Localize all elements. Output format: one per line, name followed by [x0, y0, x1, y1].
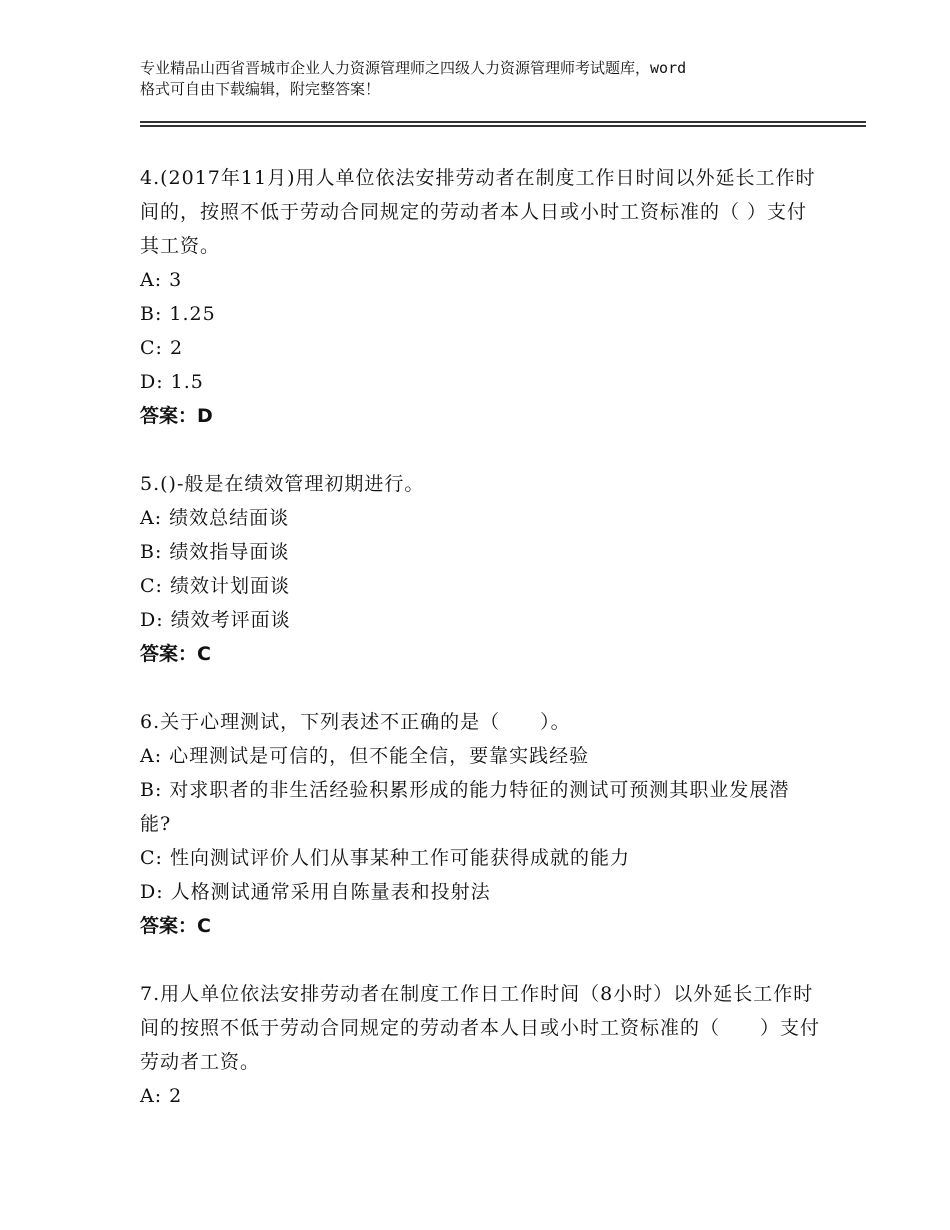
- option-c: C: 性向测试评价人们从事某种工作可能获得成就的能力: [140, 847, 630, 869]
- question-item: [140, 467, 820, 671]
- header-line-1: 专业精品山西省晋城市企业人力资源管理师之四级人力资源管理师考试题库，word: [140, 59, 687, 77]
- option-c: C: 绩效计划面谈: [140, 575, 290, 597]
- question-text: 5.()-般是在绩效管理初期进行。: [140, 473, 425, 495]
- header-line-2: 格式可自由下载编辑，附完整答案！: [140, 80, 381, 98]
- option-a: A: 心理测试是可信的，但不能全信，要靠实践经验: [140, 745, 590, 767]
- question-text: 6.关于心理测试，下列表述不正确的是（ ）。: [140, 711, 571, 733]
- answer-text: 答案：C: [140, 643, 211, 665]
- option-d: D: 1.5: [140, 371, 204, 393]
- question-item: [140, 161, 820, 433]
- option-b: B: 对求职者的非生活经验积累形成的能力特征的测试可预测其职业发展潜能?: [140, 779, 790, 835]
- question-text: 4.(2017年11月)用人单位依法安排劳动者在制度工作日时间以外延长工作时间的，按照不低于劳动合同规定的劳动者本人日或小时工资标准的（ ）支付其工资。: [140, 167, 816, 257]
- answer-text: 答案：C: [140, 915, 211, 937]
- answer-text: 答案：D: [140, 405, 213, 427]
- question-item: [140, 977, 820, 1113]
- question-list: [140, 161, 820, 1147]
- option-a: A: 2: [140, 1085, 183, 1107]
- option-c: C: 2: [140, 337, 184, 359]
- header-divider-top: [140, 121, 866, 123]
- option-b: B: 1.25: [140, 303, 216, 325]
- option-d: D: 人格测试通常采用自陈量表和投射法: [140, 881, 491, 903]
- document-header: [140, 58, 830, 100]
- header-divider-bottom: [140, 125, 866, 127]
- question-text: 7.用人单位依法安排劳动者在制度工作日工作时间（8小时）以外延长工作时间的按照不低于劳动合同规定的劳动者本人日或小时工资标准的（ ）支付劳动者工资。: [140, 983, 821, 1073]
- option-b: B: 绩效指导面谈: [140, 541, 290, 563]
- option-d: D: 绩效考评面谈: [140, 609, 291, 631]
- option-a: A: 3: [140, 269, 183, 291]
- option-a: A: 绩效总结面谈: [140, 507, 290, 529]
- question-item: [140, 705, 820, 943]
